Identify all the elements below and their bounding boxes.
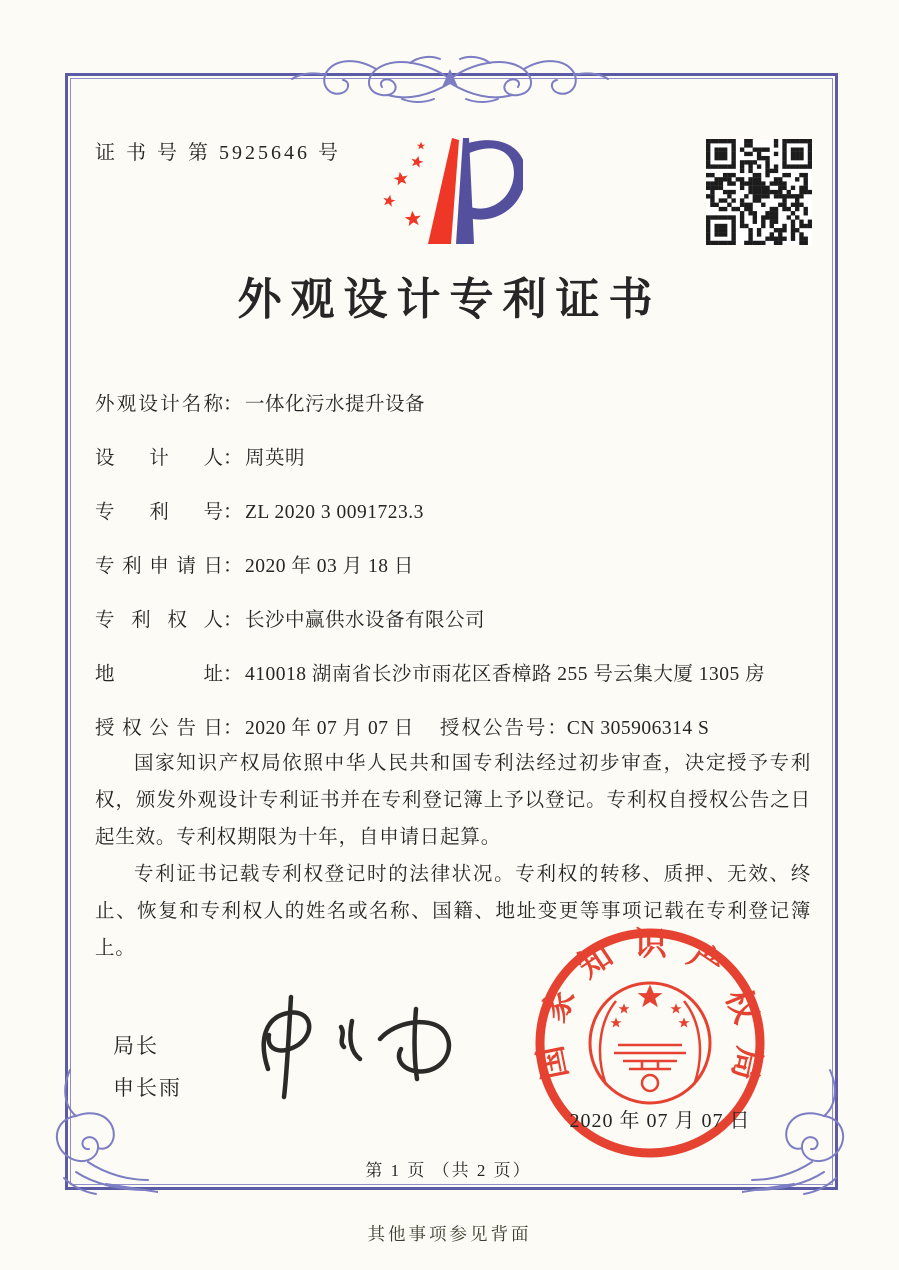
field-label: 专利申请日: [95, 556, 223, 577]
field-value: 410018 湖南省长沙市雨花区香樟路 255 号云集大厦 1305 房: [245, 664, 766, 685]
field-label: 授权公告日: [95, 718, 223, 739]
back-side-note: 其他事项参见背面: [367, 1224, 532, 1244]
seal-text: 国家知识产权局: [533, 926, 767, 1084]
director-title: 局长: [113, 1034, 159, 1058]
lace-ornament-icon: [290, 49, 610, 107]
field-address: 地址 ： 410018 湖南省长沙市雨花区香樟路 255 号云集大厦 1305 房: [95, 658, 811, 686]
field-design-name: 外观设计名称 ： 一体化污水提升设备: [95, 388, 811, 416]
handwritten-signature-icon: [238, 993, 473, 1101]
certificate-fields: [95, 388, 811, 766]
field-designer: 设计人 ： 周英明: [95, 442, 811, 470]
field-application-date: 专利申请日 ： 2020 年 03 月 18 日: [95, 550, 811, 578]
seal-date: 2020 年 07 月 07 日: [569, 1110, 751, 1132]
field-value: 长沙中赢供水设备有限公司: [245, 610, 486, 631]
certificate-title: 外观设计专利证书: [237, 275, 662, 324]
field-grant-date-and-number: 授权公告日 ： 2020 年 07 月 07 日 授权公告号：CN 305906314 S: [95, 712, 811, 740]
field-label: 专利权人: [95, 610, 223, 631]
field-label: 授权公告号: [439, 718, 548, 739]
field-label: 专利号: [95, 502, 223, 523]
field-value: 周英明: [245, 448, 306, 469]
field-value: ZL 2020 3 0091723.3: [245, 502, 424, 523]
field-value: CN 305906314 S: [566, 718, 710, 739]
field-label: 外观设计名称: [95, 394, 223, 415]
body-paragraph-2: 专利证书记载专利权登记时的法律状况。专利权的转移、质押、无效、终止、恢复和专利权人的姓名或名称、国籍、地址变更等事项记载在专利登记簿上。: [95, 864, 811, 959]
qr-code: [706, 139, 812, 245]
field-value: 一体化污水提升设备: [245, 394, 426, 415]
field-value: 2020 年 03 月 18 日: [245, 556, 414, 577]
field-patent-number: 专利号 ： ZL 2020 3 0091723.3: [95, 496, 811, 524]
field-patentee: 专利权人 ： 长沙中赢供水设备有限公司: [95, 604, 811, 632]
page-number: 第 1 页 （共 2 页）: [365, 1161, 532, 1180]
cnipa-logo-icon: [363, 126, 523, 254]
field-label: 地址: [95, 664, 223, 685]
field-value: 2020 年 07 月 07 日: [245, 718, 414, 739]
certificate-number: 证 书 号 第 5925646 号: [95, 142, 341, 164]
director-name: 申长雨: [113, 1076, 182, 1100]
body-paragraph-1: 国家知识产权局依照中华人民共和国专利法经过初步审查，决定授予专利权，颁发外观设计专利证书并在专利登记簿上予以登记。专利权自授权公告之日起生效。专利权期限为十年，自申请日起算。: [95, 753, 811, 848]
field-label: 设计人: [95, 448, 223, 469]
field-grant-number: 授权公告号：CN 305906314 S: [439, 718, 710, 739]
svg-text:国家知识产权局: [532, 926, 767, 1083]
